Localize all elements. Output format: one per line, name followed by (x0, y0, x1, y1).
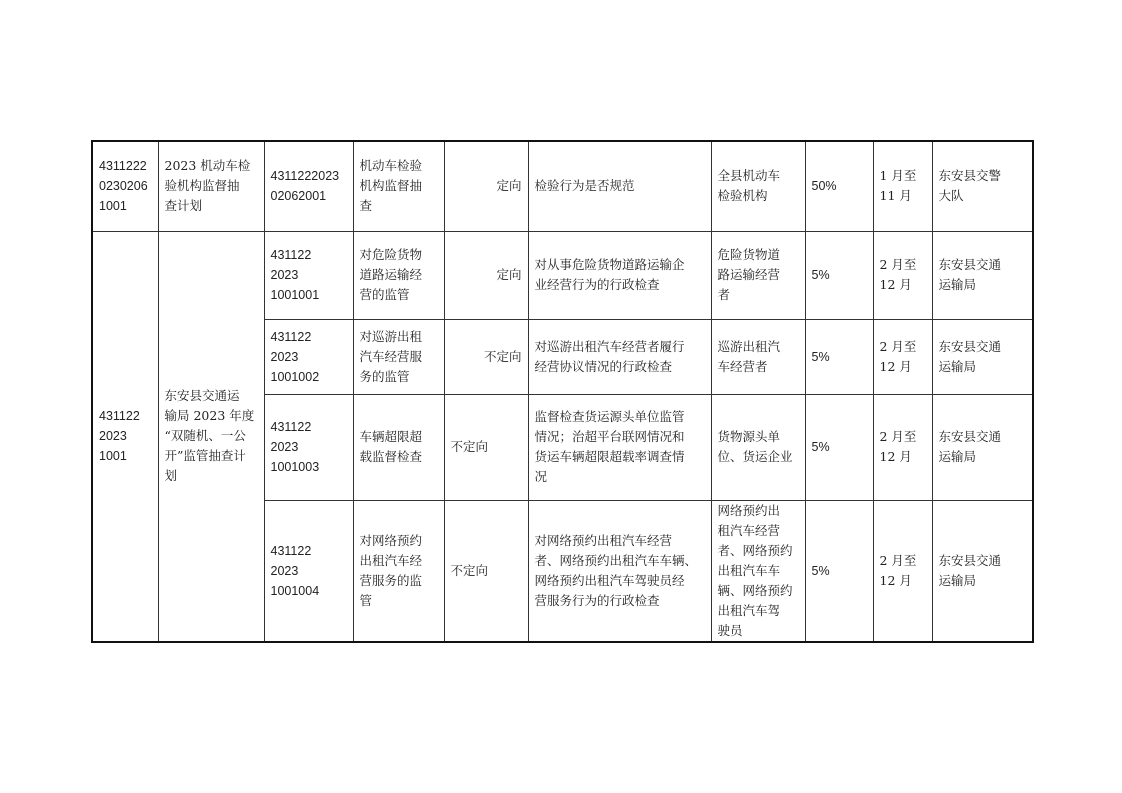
plan-name-cell: 2023 机动车检 验机构监督抽 查计划 (158, 141, 264, 231)
time-cell: 2 月至 12 月 (873, 394, 932, 500)
content-cell: 对从事危险货物道路运输企 业经营行为的行政检查 (528, 231, 711, 319)
time-cell: 2 月至 12 月 (873, 500, 932, 642)
dept-cell: 东安县交通 运输局 (932, 231, 1033, 319)
item-name-cell: 对网络预约 出租汽车经 营服务的监 管 (353, 500, 444, 642)
content-cell: 监督检查货运源头单位监管 情况；治超平台联网情况和 货运车辆超限超载率调查情 况 (528, 394, 711, 500)
dept-cell: 东安县交警 大队 (932, 141, 1033, 231)
dept-cell: 东安县交通 运输局 (932, 394, 1033, 500)
plan-code-cell: 431122 2023 1001 (92, 231, 158, 642)
content-cell: 对巡游出租汽车经营者履行 经营协议情况的行政检查 (528, 319, 711, 394)
plan-code-cell: 4311222 0230206 1001 (92, 141, 158, 231)
item-code-cell: 431122 2023 1001003 (264, 394, 353, 500)
object-cell: 货物源头单 位、货运企业 (711, 394, 805, 500)
ratio-cell: 5% (805, 231, 873, 319)
time-cell: 2 月至 12 月 (873, 231, 932, 319)
item-name-cell: 对巡游出租 汽车经营服 务的监管 (353, 319, 444, 394)
content-cell: 对网络预约出租汽车经营 者、网络预约出租汽车车辆、 网络预约出租汽车驾驶员经 营服务行为的行政检查 (528, 500, 711, 642)
ratio-cell: 5% (805, 319, 873, 394)
dept-cell: 东安县交通 运输局 (932, 319, 1033, 394)
object-cell: 网络预约出 租汽车经营 者、网络预约 出租汽车车 辆、网络预约 出租汽车驾 驶员 (711, 500, 805, 642)
check-type-cell: 不定向 (444, 500, 528, 642)
item-name-cell: 车辆超限超 载监督检查 (353, 394, 444, 500)
object-cell: 危险货物道 路运输经营 者 (711, 231, 805, 319)
ratio-cell: 50% (805, 141, 873, 231)
item-code-cell: 431122 2023 1001002 (264, 319, 353, 394)
table-row (92, 231, 1033, 319)
ratio-cell: 5% (805, 394, 873, 500)
item-code-cell: 4311222023 02062001 (264, 141, 353, 231)
table-row (92, 141, 1033, 231)
check-type-cell: 不定向 (444, 319, 528, 394)
item-name-cell: 机动车检验 机构监督抽 查 (353, 141, 444, 231)
check-type-cell: 不定向 (444, 394, 528, 500)
dept-cell: 东安县交通 运输局 (932, 500, 1033, 642)
ratio-cell: 5% (805, 500, 873, 642)
check-type-cell: 定向 (444, 231, 528, 319)
object-cell: 全县机动车 检验机构 (711, 141, 805, 231)
item-code-cell: 431122 2023 1001004 (264, 500, 353, 642)
plan-name-cell: 东安县交通运 输局 2023 年度 “双随机、一公 开”监管抽查计 划 (158, 231, 264, 642)
time-cell: 1 月至 11 月 (873, 141, 932, 231)
time-cell: 2 月至 12 月 (873, 319, 932, 394)
item-name-cell: 对危险货物 道路运输经 营的监管 (353, 231, 444, 319)
check-type-cell: 定向 (444, 141, 528, 231)
content-cell: 检验行为是否规范 (528, 141, 711, 231)
inspection-plan-table (91, 140, 1034, 643)
object-cell: 巡游出租汽 车经营者 (711, 319, 805, 394)
item-code-cell: 431122 2023 1001001 (264, 231, 353, 319)
